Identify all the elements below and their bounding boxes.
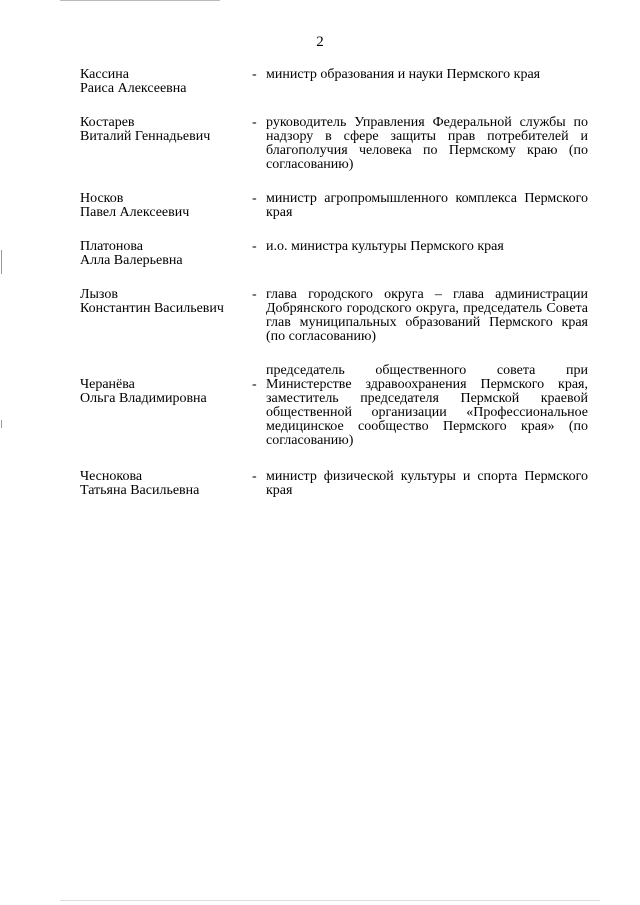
member-surname: Костарев <box>80 115 135 130</box>
member-role: министр физической культуры и спорта Пермского края <box>266 469 588 498</box>
member-row <box>80 364 588 448</box>
member-role: министр образования и науки Пермского края <box>266 67 541 82</box>
member-given-name: Ольга Владимировна <box>80 391 207 406</box>
member-surname: Кассина <box>80 67 129 82</box>
member-given-name: Алла Валерьевна <box>80 253 183 268</box>
member-surname: Лызов <box>80 287 118 302</box>
member-surname: Черанёва <box>80 377 135 392</box>
scan-edge-top <box>60 0 220 1</box>
member-given-name: Павел Алексеевич <box>80 205 190 220</box>
member-surname: Чеснокова <box>80 469 143 484</box>
member-name <box>80 68 252 96</box>
member-name <box>80 240 252 268</box>
member-dash: - <box>252 115 257 130</box>
member-row <box>80 470 588 498</box>
scan-edge-bottom <box>60 900 600 901</box>
member-row <box>80 240 588 268</box>
member-surname: Платонова <box>80 239 144 254</box>
member-row <box>80 116 588 172</box>
member-given-name: Виталий Геннадьевич <box>80 129 211 144</box>
scan-margin-mark <box>1 420 2 428</box>
member-role: председатель общественного совета при Министерстве здравоохранения Пермского края, заместитель председателя Пермской краевой общественной организации «Профессиональное медицинское сообщество Пермского края» (по согласованию) <box>266 363 588 448</box>
member-name <box>80 364 252 406</box>
member-surname: Носков <box>80 191 124 206</box>
members-list <box>80 68 588 518</box>
member-dash: - <box>252 67 257 82</box>
member-dash: - <box>252 191 257 206</box>
member-row <box>80 192 588 220</box>
member-dash: - <box>252 469 257 484</box>
member-name <box>80 470 252 498</box>
member-dash: - <box>252 239 257 254</box>
member-role: глава городского округа – глава администрации Добрянского городского округа, председатель Совета глав муниципальных образований Пермского края (по согласованию) <box>266 287 588 344</box>
member-given-name: Константин Васильевич <box>80 301 224 316</box>
member-role: руководитель Управления Федеральной службы по надзору в сфере защиты прав потребителей и благополучия человека по Пермскому краю (по согласованию) <box>266 115 588 172</box>
member-given-name: Татьяна Васильевна <box>80 483 200 498</box>
member-name <box>80 116 252 144</box>
member-dash: - <box>252 287 257 302</box>
member-row <box>80 68 588 96</box>
member-name <box>80 192 252 220</box>
member-row <box>80 288 588 344</box>
member-name <box>80 288 252 316</box>
member-role: министр агропромышленного комплекса Пермского края <box>266 191 588 220</box>
member-dash: - <box>252 377 257 392</box>
member-given-name: Раиса Алексеевна <box>80 81 187 96</box>
scan-margin-mark <box>1 250 2 274</box>
page-number: 2 <box>316 34 324 50</box>
member-role: и.о. министра культуры Пермского края <box>266 239 504 254</box>
